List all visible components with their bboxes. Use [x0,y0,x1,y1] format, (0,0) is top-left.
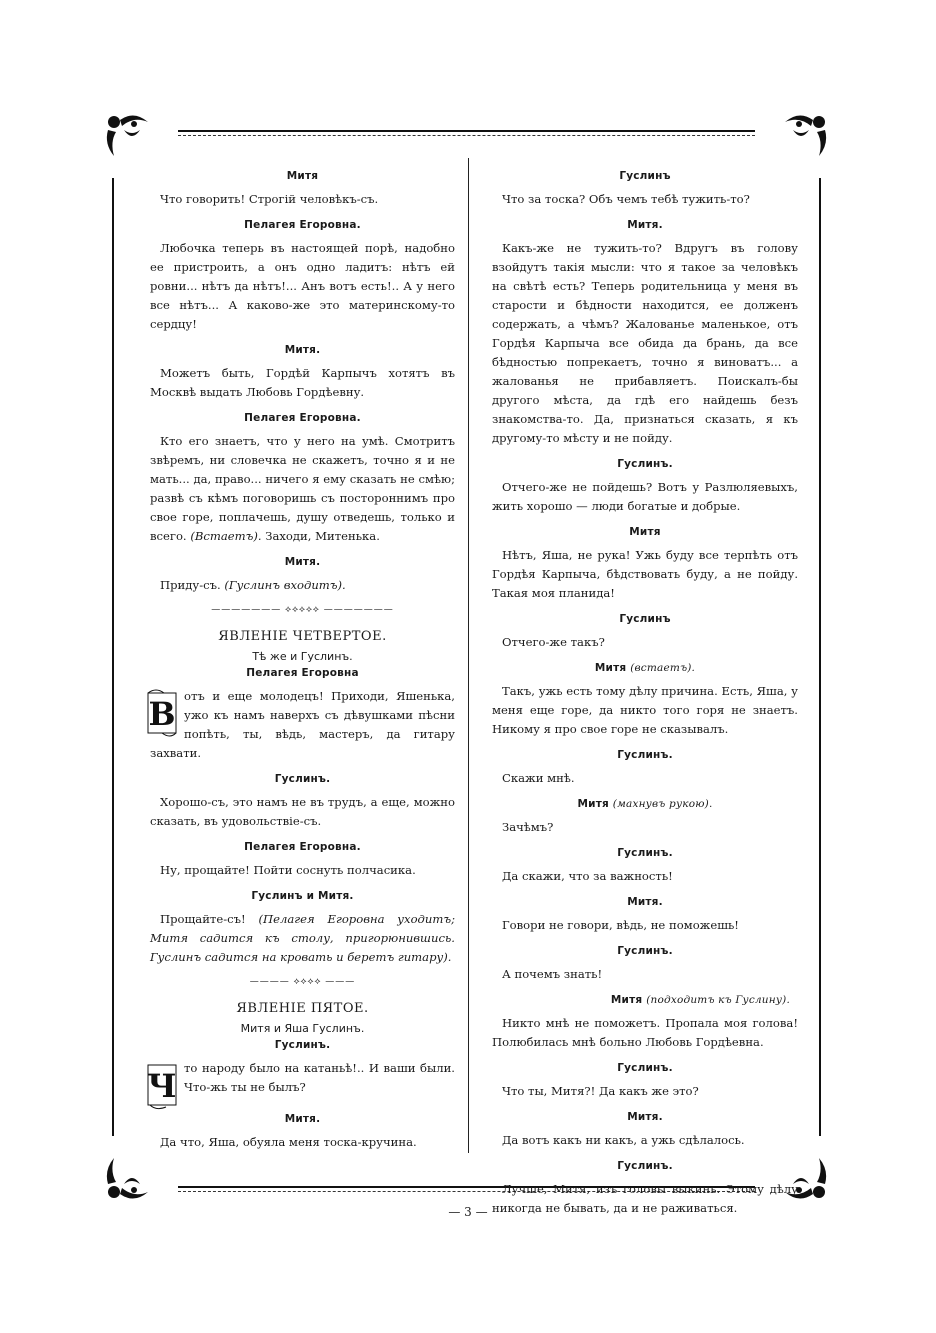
scene-title: ЯВЛЕНІЕ ПЯТОЕ. [236,1001,369,1016]
speaker-name: Гуслинъ. [617,847,673,859]
dialogue-line: Нѣтъ, Яша, не рука! Ужь буду все терпѣть отъ Гордѣя Карпыча, бѣдствовать буду, а не пойду. Такая моя планида! [492,548,798,600]
dialogue-line: А почемъ знать! [502,967,603,981]
dialogue-line: Можетъ быть, Гордѣй Карпычъ хотятъ въ Москвѣ выдать Любовь Гордѣевну. [150,366,455,399]
right-column [492,160,798,1222]
speaker-heading [492,798,798,810]
stage-direction: (Встаетъ). [190,529,262,543]
speaker-name: Гуслинъ. [274,1039,331,1051]
speaker-name: Гуслинъ. [617,1062,673,1074]
dialogue-with-initial [147,1059,455,1105]
dialogue-line: Ну, прощайте! Пойти соснуть полчасика. [160,863,416,877]
svg-text:В: В [148,695,176,733]
dialogue-with-initial [150,687,455,763]
dialogue-line: отъ и еще молодецъ! Приходи, Яшенька, ужо къ намъ наверхъ съ дѣвушками пѣсни попѣть, ты, вѣдь, мастеръ, да гитару захвати. [150,689,455,760]
speaker-name: Пелагея Егоровна. [244,412,361,424]
stage-direction: (махнувъ рукою). [612,798,713,810]
dialogue-line: Говори не говори, вѣдь, не поможешь! [502,918,739,932]
dialogue-line: Отчего-же не пойдешь? Вотъ у Разлюляевыхъ, жить хорошо — люди богатые и добрые. [492,480,798,513]
speaker-name: Гуслинъ. [617,458,673,470]
speaker-name: Митя [594,662,627,674]
speaker-name: Гуслинъ [619,613,671,625]
drop-cap-v-icon [146,687,180,741]
page-number: — 3 — [448,1205,488,1219]
speaker-heading [492,994,798,1006]
corner-ornament-icon [104,1156,176,1202]
dialogue-line: Такъ, ужь есть тому дѣлу причина. Есть, Яша, у меня еще горе, да никто того горя не знаетъ. Никому я про свое горе не сказывалъ. [492,684,798,736]
speaker-name: Митя. [284,1113,321,1125]
dialogue-line: Да вотъ какъ ни какъ, а ужь сдѣлалось. [502,1133,745,1147]
speaker-name: Пелагея Егоровна. [244,841,361,853]
scene-title: ЯВЛЕНІЕ ЧЕТВЕРТОЕ. [218,629,387,644]
speaker-name: Митя. [284,344,321,356]
dialogue-text: Приду-съ. [160,578,221,592]
dialogue-text: Заходи, Митенька. [265,529,380,543]
speaker-name: Гуслинъ. [617,1160,673,1172]
stage-direction: (Гуслинъ входитъ). [224,578,346,592]
dialogue-line: Зачѣмъ? [502,820,554,834]
speaker-name: Пелагея Егоровна. [244,219,361,231]
right-border-rule [819,178,821,1136]
section-separator: ——————— ⟡⟡⟡⟡⟡ ——————— [211,605,394,615]
stage-direction: (Пелагея Егоровна уходитъ; Митя садится къ столу, пригорюнившись. Гуслинъ садится на кровать и беретъ гитару). [150,912,455,964]
speaker-name: Митя. [627,219,663,231]
speaker-name: Гуслинъ. [617,945,673,957]
dialogue-line: Хорошо-съ, это намъ не въ трудъ, а еще, можно сказать, въ удовольствіе-съ. [150,795,455,828]
speaker-name: Митя. [627,896,663,908]
dialogue-line: Какъ-же не тужить-то? Вдругъ въ голову взойдутъ такія мысли: что я такое за человѣкъ на свѣтѣ есть? Теперь родительница у меня въ старости и бѣдности находится, ее долженъ содержать, а чѣмъ? Жалованье маленькое, отъ Гордѣя Карпыча все обида да брань, да все бѣдностью попрекаетъ, точно я виноватъ... а жалованья не прибавляетъ. Поискалъ-бы другого мѣста, да гдѣ его найдешь безъ знакомства-то. Да, признаться сказать, я къ другому-то мѣсту и не пойду. [492,241,798,445]
stage-direction: (подходитъ къ Гуслину). [646,994,790,1006]
dialogue-line: то народу было на катаньѣ!.. И ваши были. Что-жь ты не былъ? [184,1061,455,1094]
column-divider [468,158,469,1153]
dialogue-line: Что за тоска? Объ чемъ тебѣ тужить-то? [502,192,750,206]
dialogue-text: Кто его знаетъ, что у него на умѣ. Смотритъ звѣремъ, ни словечка не скажетъ, точно я и не мать... да, право... ничего я ему сказать не смѣю; развѣ съ кѣмъ поговоришь съ постороннимъ про свое горе, поплачешь, душу отведешь, только и всего. [150,434,455,543]
speaker-name: Гуслинъ. [617,749,673,761]
dialogue-line: Никто мнѣ не поможетъ. Пропала моя голова! Полюбилась мнѣ больно Любовь Гордѣевна. [492,1016,798,1049]
stage-direction: (встаетъ). [630,662,696,674]
speaker-name: Митя. [627,1111,663,1123]
corner-ornament-icon [104,112,176,158]
speaker-name: Митя [610,994,643,1006]
speaker-name: Митя [577,798,609,810]
top-border-rule [178,130,755,132]
dialogue-line: Да что, Яша, обуяла меня тоска-кручина. [160,1135,417,1149]
dialogue-line: Скажи мнѣ. [502,771,575,785]
dialogue-text: Прощайте-съ! [160,912,246,926]
left-column [147,160,455,1156]
dialogue-line [150,576,455,595]
speaker-name: Пелагея Егоровна [246,667,359,679]
dialogue-line [150,432,455,546]
speaker-name: Митя [629,526,661,538]
dialogue-line: Лучше, Митя, изъ головы выкинь. Этому дѣлу никогда не бывать, да и не раживаться. [492,1182,798,1215]
speaker-name: Гуслинъ и Митя. [251,890,354,902]
speaker-name: Гуслинъ [619,170,671,182]
dialogue-line [150,910,455,967]
dialogue-line: Что ты, Митя?! Да какъ же это? [502,1084,699,1098]
speaker-name: Гуслинъ. [274,773,331,785]
dialogue-line: Отчего-же такъ? [502,635,605,649]
dialogue-line: Любочка теперь въ настоящей порѣ, надобно ее пристроить, а онъ одно ладитъ: нѣтъ ей ровни... нѣтъ да нѣтъ!... Анъ вотъ есть!.. А у него все нѣтъ... А каково-же это материнскому-то сердцу! [150,241,455,331]
corner-ornament-icon [757,112,829,158]
dialogue-line: Да скажи, что за важность! [502,869,673,883]
section-separator: ———— ⟡⟡⟡⟡ ——— [249,977,356,987]
scene-cast: Митя и Яша Гуслинъ. [240,1022,365,1035]
dialogue-line: Что говорить! Строгій человѣкъ-съ. [160,192,379,206]
scene-cast: Тѣ же и Гуслинъ. [252,650,353,663]
drop-cap-ch-icon [146,1059,180,1113]
speaker-name: Митя [286,170,319,182]
speaker-heading [492,662,798,674]
speaker-name: Митя. [284,556,321,568]
left-border-rule [112,178,114,1136]
svg-text:Ч: Ч [147,1067,177,1105]
